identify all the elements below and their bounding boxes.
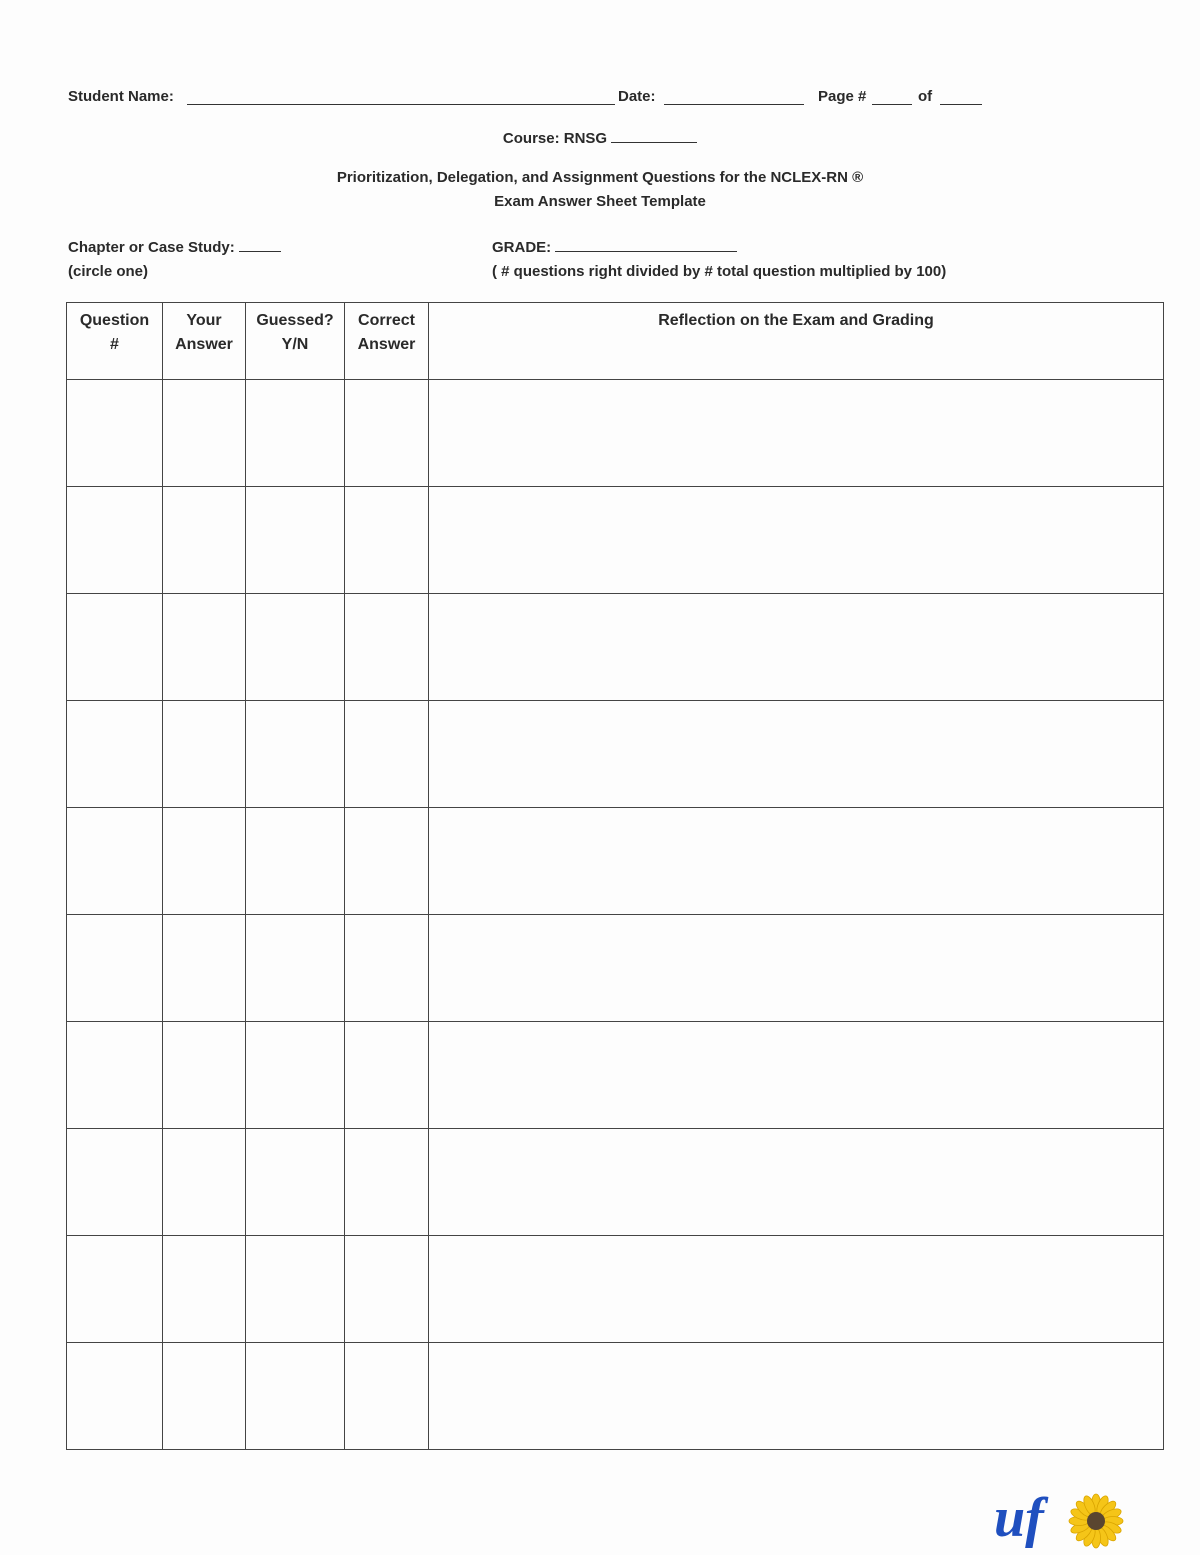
guessed-cell[interactable] [246, 1022, 345, 1129]
reflection-cell[interactable] [429, 808, 1164, 915]
reflection-cell[interactable] [429, 1236, 1164, 1343]
sunflower-center [1087, 1512, 1105, 1530]
question-number-cell[interactable] [67, 380, 163, 487]
answer-table [66, 302, 1164, 1450]
your-answer-cell[interactable] [163, 487, 246, 594]
chapter-field[interactable] [239, 237, 281, 252]
grade-field[interactable] [555, 237, 737, 252]
header-row [68, 88, 1068, 112]
question-number-cell[interactable] [67, 915, 163, 1022]
guessed-cell[interactable] [246, 808, 345, 915]
your-answer-cell[interactable] [163, 380, 246, 487]
page-total-field[interactable] [940, 90, 982, 105]
correct-answer-cell[interactable] [345, 1343, 429, 1450]
column-header-correct-answer: Correct Answer [345, 303, 429, 380]
column-header-reflection: Reflection on the Exam and Grading [429, 303, 1164, 380]
guessed-cell[interactable] [246, 594, 345, 701]
question-number-cell[interactable] [67, 594, 163, 701]
correct-answer-cell[interactable] [345, 380, 429, 487]
grade-label: GRADE: [492, 239, 552, 256]
page-title [0, 166, 1200, 214]
reflection-cell[interactable] [429, 487, 1164, 594]
your-answer-cell[interactable] [163, 1129, 246, 1236]
your-answer-cell[interactable] [163, 1022, 246, 1129]
guessed-cell[interactable] [246, 1343, 345, 1450]
question-number-cell[interactable] [67, 808, 163, 915]
table-row [67, 380, 1164, 487]
reflection-cell[interactable] [429, 701, 1164, 808]
table-row [67, 1022, 1164, 1129]
correct-answer-cell[interactable] [345, 915, 429, 1022]
course-label: Course: RNSG [502, 130, 608, 147]
your-answer-cell[interactable] [163, 808, 246, 915]
your-answer-cell[interactable] [163, 701, 246, 808]
table-row [67, 1236, 1164, 1343]
title-line-2: Exam Answer Sheet Template [494, 193, 706, 210]
question-number-cell[interactable] [67, 701, 163, 808]
chapter-label: Chapter or Case Study: [68, 239, 235, 256]
question-number-cell[interactable] [67, 1129, 163, 1236]
table-row [67, 808, 1164, 915]
guessed-cell[interactable] [246, 1236, 345, 1343]
logo [990, 1478, 1130, 1550]
grade-note: ( # questions right divided by # total question multiplied by 100) [492, 263, 947, 280]
course-line [0, 128, 1200, 147]
correct-answer-cell[interactable] [345, 487, 429, 594]
logo-text: uf [994, 1487, 1044, 1549]
sunflower-icon [1069, 1494, 1123, 1548]
guessed-cell[interactable] [246, 701, 345, 808]
guessed-cell[interactable] [246, 487, 345, 594]
column-header-your-answer: Your Answer [163, 303, 246, 380]
course-number-field[interactable] [611, 128, 697, 143]
student-name-field[interactable] [187, 90, 615, 105]
page-label: Page # [818, 88, 867, 105]
chapter-note: (circle one) [68, 263, 149, 280]
student-name-label: Student Name: [68, 88, 174, 105]
question-number-cell[interactable] [67, 1343, 163, 1450]
grade-block [492, 236, 946, 284]
correct-answer-cell[interactable] [345, 1129, 429, 1236]
question-number-cell[interactable] [67, 1236, 163, 1343]
correct-answer-cell[interactable] [345, 1022, 429, 1129]
column-header-question: Question # [67, 303, 163, 380]
reflection-cell[interactable] [429, 915, 1164, 1022]
question-number-cell[interactable] [67, 1022, 163, 1129]
table-row [67, 1129, 1164, 1236]
table-row [67, 487, 1164, 594]
reflection-cell[interactable] [429, 1129, 1164, 1236]
guessed-cell[interactable] [246, 915, 345, 1022]
guessed-cell[interactable] [246, 380, 345, 487]
reflection-cell[interactable] [429, 380, 1164, 487]
table-row [67, 915, 1164, 1022]
your-answer-cell[interactable] [163, 1236, 246, 1343]
table-header-row [67, 303, 1164, 380]
page-number-field[interactable] [872, 90, 912, 105]
correct-answer-cell[interactable] [345, 808, 429, 915]
table-row [67, 594, 1164, 701]
reflection-cell[interactable] [429, 1343, 1164, 1450]
answer-rows [67, 380, 1164, 1450]
column-header-guessed: Guessed? Y/N [246, 303, 345, 380]
chapter-block [68, 236, 281, 284]
correct-answer-cell[interactable] [345, 701, 429, 808]
of-label: of [918, 88, 933, 105]
reflection-cell[interactable] [429, 1022, 1164, 1129]
title-line-1: Prioritization, Delegation, and Assignment Questions for the NCLEX-RN ® [336, 169, 864, 186]
correct-answer-cell[interactable] [345, 594, 429, 701]
guessed-cell[interactable] [246, 1129, 345, 1236]
your-answer-cell[interactable] [163, 594, 246, 701]
reflection-cell[interactable] [429, 594, 1164, 701]
table-row [67, 701, 1164, 808]
date-field[interactable] [664, 90, 804, 105]
date-label: Date: [618, 88, 656, 105]
your-answer-cell[interactable] [163, 915, 246, 1022]
question-number-cell[interactable] [67, 487, 163, 594]
table-row [67, 1343, 1164, 1450]
your-answer-cell[interactable] [163, 1343, 246, 1450]
correct-answer-cell[interactable] [345, 1236, 429, 1343]
